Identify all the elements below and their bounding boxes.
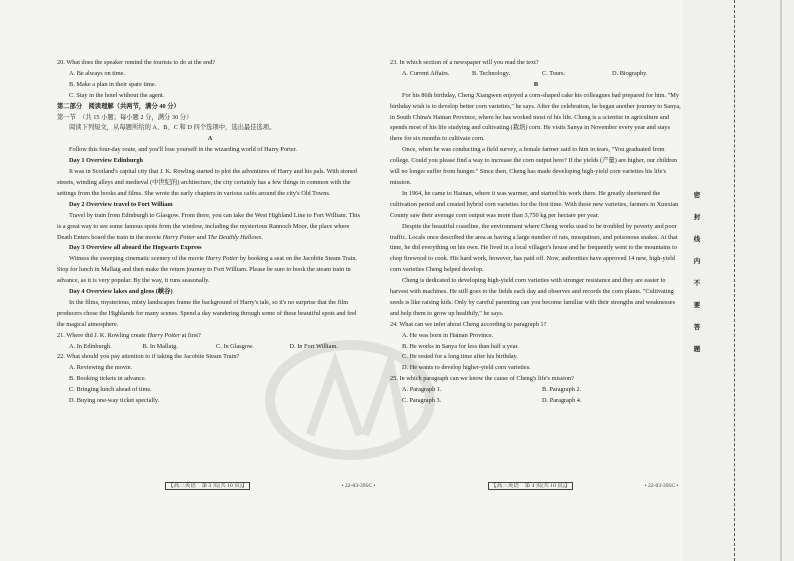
- q24-option-b: B. He works in Sanya for less than half a year.: [402, 342, 519, 350]
- binding-char: 题: [693, 346, 701, 353]
- movie-title: The Deathly Hallows: [207, 233, 262, 241]
- page-edge: [780, 0, 782, 561]
- day3-heading: Day 3 Overview all aboard the Hogwarts Express: [69, 244, 202, 252]
- passage-b-label: B: [533, 80, 539, 88]
- day1-text: It was in Scotland's capital city that J. K. Rowling started to plot the adventures of Harry and his pals. With stoned streets, winding alleys and medieval (中世纪的) architecture, the city certainly has a few things in common with the settings from the books and films. She wrote the early chapters in various cafés around the city's Old Towns.: [57, 168, 357, 197]
- binding-char: 封: [693, 214, 701, 221]
- q20-option-c: C. Stay in the hotel without the agent.: [69, 91, 165, 99]
- q20-option-a: A. Be always on time.: [69, 69, 125, 77]
- q24-option-c: C. He rested for a long time after his birthday.: [402, 353, 518, 361]
- left-page-column: [57, 58, 363, 407]
- q24-option-a: A. He was born in Hainan Province.: [402, 331, 494, 339]
- passage-b-paragraph-1: For his 86th birthday, Cheng Xiangwen enjoyed a corn-shaped cake his colleagues had prepared for him. "My birthday wish is to develop better corn varieties," he says. After the celebration, he began another journey to Sanya, in South China's Hainan Province, where he has worked most of his life. Cheng is a scientist in agriculture and spends most of his life studying and cultivating (栽培) corn. He visits Sanya in November every year and stays there for six months to cultivate corn.: [390, 91, 681, 143]
- q23-option-c: C. Tours.: [542, 69, 566, 77]
- q25-options-row1: [390, 385, 682, 396]
- exam-code: • 22-03-395C •: [341, 483, 376, 489]
- binding-char: 密: [693, 192, 701, 199]
- q25-stem: 25. In which paragraph can we know the cause of Cheng's life's mission?: [390, 375, 574, 383]
- page-number-label: 【高三英语 第 3 页(共 10 页)】: [165, 482, 250, 490]
- day3-text: Witness the sweeping cinematic scenery of the movie Harry Potter by booking a seat on the Jacobite Steam Train. Stop for lunch in Mallaig and then make the return journey to Fort William. Please be sure to book the steam train in advance, as it is very popular. By the way, it runs seasonally.: [57, 255, 358, 285]
- passage-b-paragraph-2: Once, when he was conducting a field survey, a female farmer said to him in tears, "You graduated from college. Could you please find a way to increase the corn output here? If the yields (产量) are higher, our children will no longer suffer from hunger." Since then, Cheng has made developing high-yield corn varieties his life's mission.: [390, 146, 678, 186]
- movie-title: Harry Potter: [205, 255, 239, 263]
- q24-option-d: D. He wants to develop higher-yield corn varieties.: [402, 364, 531, 372]
- reading-instruction: 阅读下列短文，从每题所给的 A、B、C 和 D 四个选项中，选出最佳选项。: [69, 124, 276, 132]
- q24-stem: 24. What can we infer about Cheng according to paragraph 1?: [390, 320, 547, 328]
- binding-char: 答: [693, 324, 701, 331]
- q20-option-b: B. Make a plan in their spare time.: [69, 80, 157, 88]
- day4-heading: Day 4 Overview lakes and glens (峡谷): [69, 288, 173, 296]
- q22-option-b: B. Booking tickets in advance.: [69, 375, 147, 383]
- q22-stem: 22. What should you pay attention to if taking the Jacobite Steam Train?: [57, 353, 240, 361]
- passage-a-intro: Follow this four-day route, and you'll lose yourself in the wizarding world of Harry Porter.: [69, 146, 298, 154]
- q21-stem: 21. Where did J. K. Rowling create Harry Potter at first?: [57, 331, 201, 339]
- q22-option-d: D. Buying one-way ticket specially.: [69, 397, 160, 405]
- q21-option-a: A. In Edinburgh.: [69, 342, 112, 350]
- q20-stem: 20. What does the speaker remind the tourists to do at the end?: [57, 59, 216, 66]
- passage-b-paragraph-5: Cheng is dedicated to developing high-yield corn varieties with stronger resistance and they are easier to harvest with machines. He still goes to the fields each day and observes and records the corn plants. "Cultivating seeds is like raising kids. Only by careful parenting can you become familiar with their strengths and weaknesses and help them to grow up healthily," he says.: [390, 277, 676, 317]
- q21-option-c: C. In Glasgow.: [216, 342, 254, 350]
- right-page-footer: [488, 481, 678, 489]
- q25-option-d: D. Paragraph 4.: [542, 397, 582, 405]
- binding-char: 内: [693, 258, 701, 265]
- q23-options: [390, 69, 682, 80]
- day4-text: In the films, mysterious, misty landscapes frame the background of Harry's tale, so it's no surprise that the film producers chose the Highlands for many scenes. Spend a day wandering through some of these beautiful spots and feel the magical atmosphere.: [57, 298, 357, 328]
- day2-heading: Day 2 Overview travel to Fort William: [69, 200, 173, 208]
- q23-option-b: B. Technology.: [472, 69, 511, 77]
- left-page-footer: [165, 481, 375, 489]
- day1-heading: Day 1 Overview Edinburgh: [69, 157, 143, 165]
- q22-option-c: C. Bringing lunch ahead of time.: [69, 386, 152, 394]
- passage-b-paragraph-3: In 1964, he came to Hainan, where it was warmer, and started his work there. He greatly shortened the cultivation period and created hybrid corn varieties for the first time. With these new varieties, farmers in Xunxian County saw their average corn output was more than 3,750 kg per hectare per year.: [390, 189, 679, 219]
- q25-options-row2: [390, 396, 682, 407]
- q21-options: [57, 342, 363, 353]
- part2-heading: 第二部分 阅读理解（共两节，满分 40 分）: [57, 102, 180, 110]
- q21-option-b: B. In Mallaig.: [142, 342, 178, 350]
- q25-option-b: B. Paragraph 2.: [542, 386, 582, 394]
- q25-option-a: A. Paragraph 1.: [402, 386, 442, 394]
- binding-char: 要: [693, 302, 701, 309]
- q23-option-a: A. Current Affairs.: [402, 69, 450, 77]
- passage-a-label: A: [207, 135, 213, 143]
- q22-option-a: A. Reviewing the movie.: [69, 364, 133, 372]
- binding-char: 线: [693, 236, 701, 243]
- binding-dashed-line: [734, 0, 735, 561]
- page-number-label: 【高三英语 第 4 页(共 10 页)】: [488, 482, 573, 490]
- q21-option-d: D. In Fort William.: [289, 342, 338, 350]
- movie-title: Harry Potter: [162, 233, 196, 241]
- binding-char: 不: [693, 280, 701, 287]
- q23-option-d: D. Biography.: [612, 69, 648, 77]
- q25-option-c: C. Paragraph 3.: [402, 397, 442, 405]
- exam-code: • 22-03-395C •: [644, 483, 679, 489]
- section1-heading: 第一节 （共 15 小题；每小题 2 分，满分 30 分）: [57, 113, 193, 121]
- right-page-column: [390, 58, 682, 407]
- passage-b-paragraph-4: Despite the beautiful coastline, the environment where Cheng works used to be troubled by poverty and poor traffic. Locals once described the area as having a large number of rats, mosquitoes, and poisonous snakes. At that time, he did everything on his own. He lived in a local villager's house and he frequently went to the mountains to chop firewood to cook. His hard work, however, has paid off. Now, authorities have approved 14 new, high-yield corn varieties Cheng helped develop.: [390, 222, 678, 274]
- day2-text: Travel by train from Edinburgh to Glasgow. From there, you can take the West Highland Line to Fort William. This is a great way to see some famous spots from the window, including the mysterious Rannoch Moor, the place where Death Enters board the train in the movie Harry Potter and The Deathly Hallows.: [57, 211, 360, 241]
- q23-stem: 23. In which section of a newspaper will you read the text?: [390, 59, 539, 66]
